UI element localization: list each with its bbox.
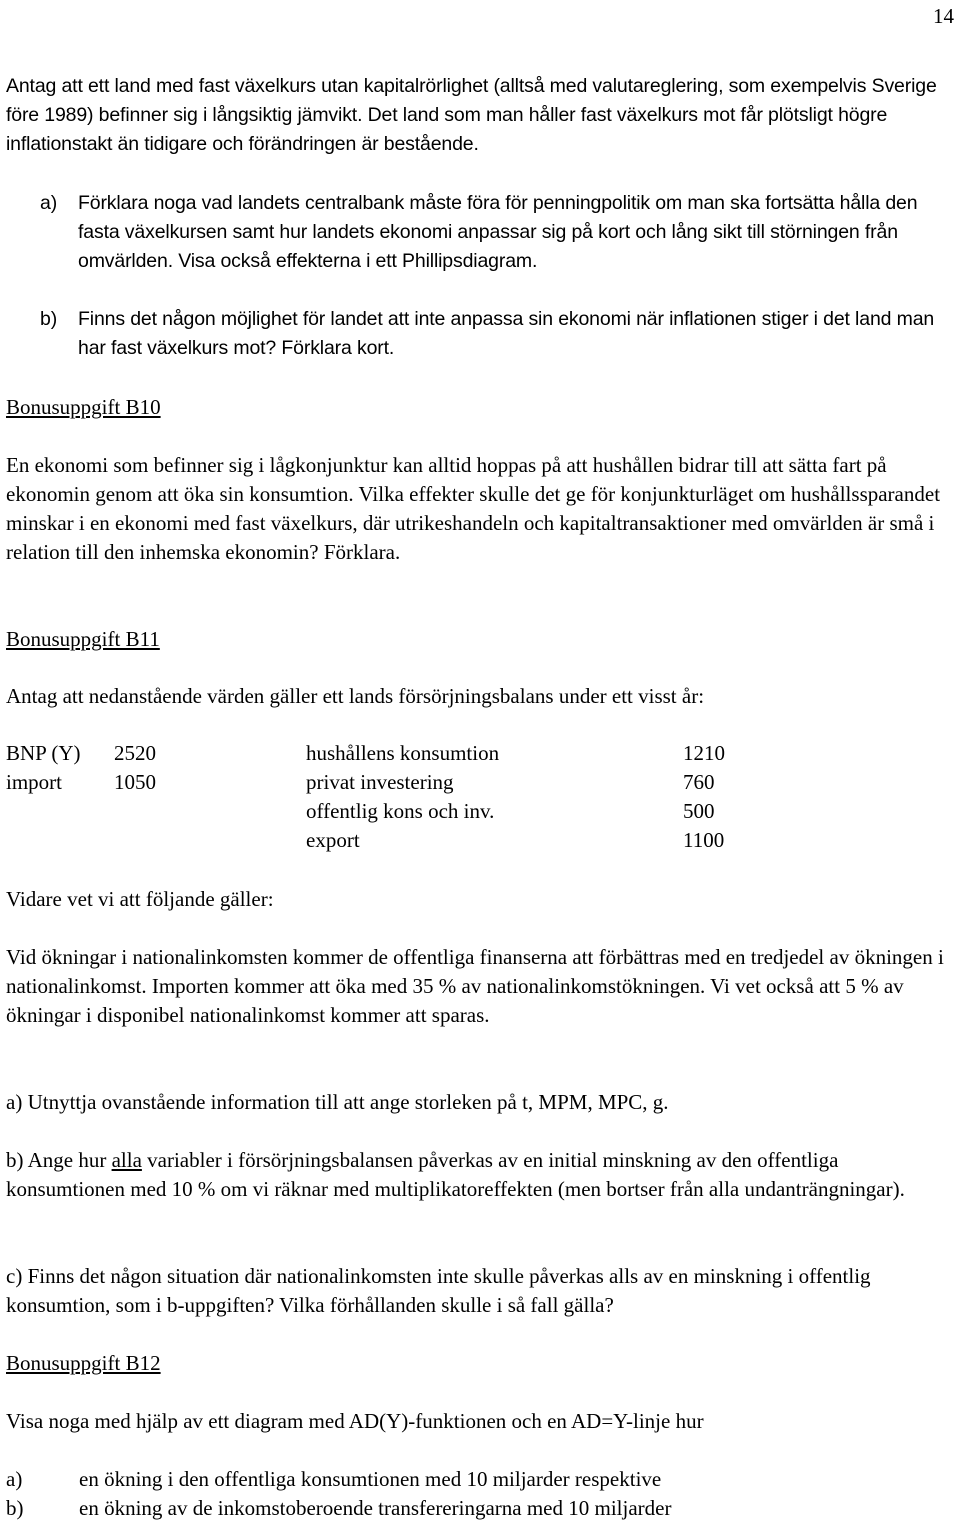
intro-item-b — [40, 305, 958, 363]
table-cell: 760 — [683, 770, 715, 794]
b11-question-c: c) Finns det någon situation där nationalinkomsten inte skulle påverkas alls av en minskning i offentlig konsumtion, som i b-uppgiften? Vilka förhållanden skulle i så fall gälla? — [6, 1264, 871, 1317]
table-cell: privat investering — [306, 770, 454, 794]
intro-paragraph: Antag att ett land med fast växelkurs utan kapitalrörlighet (alltså med valutareglering, som exempelvis Sverige före 1989) befinner sig i långsiktig jämvikt. Det land som man håller fast växelkurs mot får plötsligt högre inflationstakt än tidigare och förändringen är bestående. — [6, 75, 937, 155]
table-cell: hushållens konsumtion — [306, 741, 500, 765]
item-label: a) — [6, 1467, 23, 1491]
b11-further: Vidare vet vi att följande gäller: — [6, 887, 274, 911]
heading-b12: Bonusuppgift B12 — [6, 1351, 161, 1375]
heading-b11: Bonusuppgift B11 — [6, 627, 160, 651]
question-b-emphasis: alla — [111, 1148, 142, 1172]
item-text: Finns det någon möjlighet för landet att inte anpassa sin ekonomi när inflationen stiger i det land man har fast växelkurs mot? Förklara kort. — [78, 308, 935, 359]
b11-conditions: Vid ökningar i nationalinkomsten kommer de offentliga finanserna att förbättras med en tredjedel av ökningen i nationalinkomst. Importen kommer att öka med 35 % av nationalinkomstökningen. Vi vet också att 5 % av ökningar i disponibel nationalinkomst kommer att sparas. — [6, 945, 944, 1027]
table-cell: import — [6, 770, 62, 794]
table-cell: 1210 — [683, 741, 725, 765]
item-label: a) — [40, 192, 58, 214]
item-label: b) — [40, 308, 58, 330]
table-cell: BNP (Y) — [6, 741, 81, 765]
question-b-rest: variabler i försörjningsbalansen påverkas av en initial minskning av den offentliga konsumtionen med 10 % om vi räknar med multiplikatoreffekten (men bortser från alla undanträngningar). — [6, 1148, 905, 1201]
item-text: en ökning av de inkomstoberoende transfereringarna med 10 miljarder — [79, 1496, 672, 1520]
b11-question-a: a) Utnyttja ovanstående information till att ange storleken på t, MPM, MPC, g. — [6, 1090, 669, 1114]
table-cell: export — [306, 828, 360, 852]
b11-question-b — [6, 1146, 956, 1204]
b10-paragraph: En ekonomi som befinner sig i lågkonjunktur kan alltid hoppas på att hushållen bidrar till att sätta fart på ekonomin genom att öka sin konsumtion. Vilka effekter skulle det ge för konjunkturläget om hushållssparandet minskar i en ekonomi med fast växelkurs, där utrikeshandeln och kapitaltransaktioner med omvärlden är små i relation till den inhemska ekonomin? Förklara. — [6, 453, 941, 564]
question-b-start: b) Ange hur — [6, 1148, 112, 1172]
table-cell: 1100 — [683, 828, 725, 852]
table-cell: offentlig kons och inv. — [306, 799, 495, 823]
item-text: en ökning i den offentliga konsumtionen med 10 miljarder respektive — [79, 1467, 662, 1491]
intro-item-a — [40, 189, 958, 276]
table-cell: 1050 — [114, 770, 156, 794]
heading-b10: Bonusuppgift B10 — [6, 395, 161, 419]
item-label: b) — [6, 1496, 24, 1520]
table-cell: 500 — [683, 799, 715, 823]
b12-intro: Visa noga med hjälp av ett diagram med AD(Y)-funktionen och en AD=Y-linje hur — [6, 1409, 704, 1433]
b11-intro: Antag att nedanstående värden gäller ett lands försörjningsbalans under ett visst år: — [6, 684, 705, 708]
page-number: 14 — [933, 4, 954, 28]
item-text: Förklara noga vad landets centralbank måste föra för penningpolitik om man ska fortsätta hålla den fasta växelkursen samt hur landets ekonomi anpassar sig på kort och lång sikt till störningen från omvärlden. Visa också effekterna i ett Phillipsdiagram. — [78, 192, 918, 272]
table-cell: 2520 — [114, 741, 156, 765]
